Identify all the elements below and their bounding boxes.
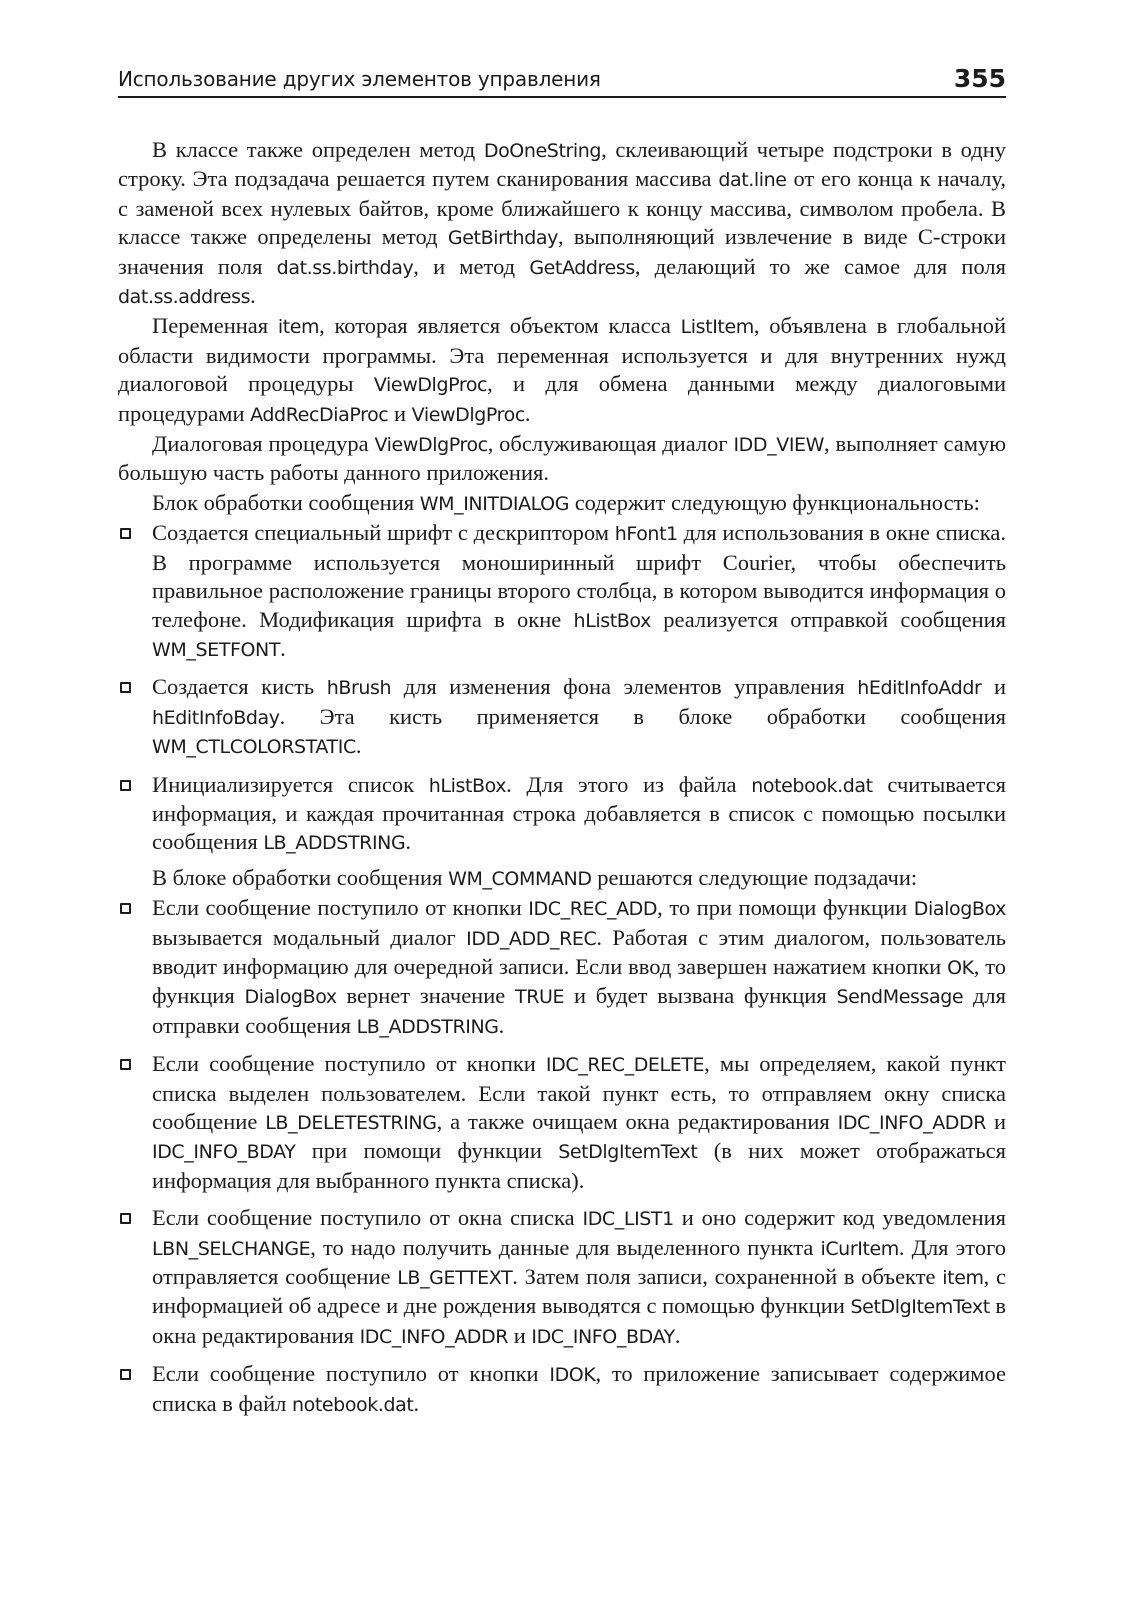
bullet-list bbox=[118, 894, 1006, 1419]
text-run: содержит следующую функциональность: bbox=[569, 489, 980, 515]
code-identifier: LB_DELETESTRING bbox=[265, 1112, 437, 1134]
code-identifier: LBN_SELCHANGE bbox=[152, 1237, 311, 1260]
text-run: . Затем поля записи, сохраненной в объекте bbox=[512, 1264, 943, 1290]
code-identifier: hEditInfoBday bbox=[152, 706, 280, 729]
text-run: Инициализируется список bbox=[152, 771, 429, 797]
text-run: , и для обмена данными между диалоговыми процедурами bbox=[118, 371, 1006, 426]
page-number: 355 bbox=[953, 64, 1006, 93]
code-identifier: GetBirthday bbox=[447, 227, 558, 250]
text-run: Если сообщение поступило от кнопки bbox=[152, 895, 529, 921]
text-run: в окна редактирования bbox=[152, 1293, 1007, 1348]
text-run: , то приложение записывает содержимое списка в файл bbox=[152, 1361, 1006, 1416]
text-run: от его конца к началу, с заменой всех нулевых байтов, кроме ближайшего к концу массива, символом пробела. В классе также определены метод bbox=[118, 166, 1006, 250]
text-run: , с информацией об адресе и дне рождения выводятся с помощью функции bbox=[152, 1264, 1006, 1319]
code-identifier: hListBox bbox=[428, 774, 507, 797]
code-identifier: hBrush bbox=[326, 677, 392, 700]
text-run: . bbox=[250, 283, 256, 309]
checkbox-bullet-icon bbox=[120, 528, 131, 539]
code-identifier: TRUE bbox=[515, 986, 565, 1009]
code-identifier: item bbox=[942, 1267, 984, 1290]
code-identifier: WM_COMMAND bbox=[448, 867, 592, 890]
list-item bbox=[118, 673, 1006, 761]
code-identifier: ListItem bbox=[680, 316, 754, 339]
code-identifier: SetDlgItemText bbox=[558, 1141, 698, 1164]
text-run: , выполняющий извлечение в виде С-строки значения поля bbox=[118, 224, 1006, 279]
code-identifier: AddRecDiaProc bbox=[250, 403, 389, 426]
code-identifier: OK bbox=[947, 956, 974, 979]
text-run: . bbox=[524, 400, 531, 426]
page-body bbox=[118, 136, 1006, 1419]
text-run: . bbox=[355, 733, 362, 759]
text-run: и оно содержит код уведомления bbox=[673, 1205, 1006, 1231]
text-run: , мы определяем, какой пункт списка выделен пользователем. Если такой пункт есть, то отправляем окну списка сообщение bbox=[152, 1051, 1006, 1134]
code-identifier: LB_ADDSTRING bbox=[263, 832, 406, 855]
text-run: . bbox=[498, 1012, 505, 1038]
code-identifier: hEditInfoAddr bbox=[857, 677, 982, 700]
checkbox-bullet-icon bbox=[120, 780, 131, 791]
text-run: . bbox=[674, 1322, 681, 1348]
code-identifier: LB_GETTEXT bbox=[397, 1267, 513, 1290]
text-run: , то функция bbox=[152, 953, 1006, 1009]
paragraph bbox=[118, 430, 1006, 488]
list-item bbox=[118, 1204, 1006, 1351]
text-run: для отправки сообщения bbox=[152, 983, 1006, 1038]
paragraph bbox=[118, 136, 1006, 311]
book-page bbox=[118, 56, 1006, 1428]
text-run: . Для этого отправляется сообщение bbox=[152, 1234, 1006, 1290]
code-identifier: notebook.dat bbox=[751, 774, 873, 797]
text-run: Создается кисть bbox=[152, 674, 327, 700]
code-identifier: hFont1 bbox=[614, 523, 678, 546]
checkbox-bullet-icon bbox=[120, 1059, 131, 1070]
chapter-title: Использование других элементов управления bbox=[118, 67, 601, 91]
code-identifier: ViewDlgProc bbox=[374, 434, 488, 457]
list-item bbox=[118, 894, 1006, 1041]
paragraph bbox=[118, 489, 1006, 518]
text-run: и bbox=[986, 1109, 1006, 1134]
code-identifier: IDD_VIEW bbox=[733, 434, 825, 457]
text-run: Создается специальный шрифт с дескриптором bbox=[152, 520, 615, 546]
code-identifier: IDC_LIST1 bbox=[582, 1208, 674, 1231]
text-run: и bbox=[388, 400, 412, 426]
text-run: , выполняет самую большую часть работы данного приложения. bbox=[118, 431, 1007, 486]
code-identifier: ViewDlgProc bbox=[373, 374, 488, 397]
text-run: Диалоговая процедура bbox=[152, 431, 375, 457]
text-run: , делающий то же самое для поля bbox=[634, 253, 1006, 279]
paragraph bbox=[118, 312, 1006, 429]
code-identifier: WM_INITDIALOG bbox=[419, 492, 570, 515]
text-run: считывается информация, и каждая прочитанная строка добавляется в список с помощью посылки сообщения bbox=[152, 771, 1007, 855]
text-run: для использования в окне списка. В программе используется моноширинный шрифт Courier, чтобы обеспечить правильное расположение границы второго столбца, в котором выводится информация о телефоне. Модификация шрифта в окне bbox=[152, 520, 1006, 632]
code-identifier: IDC_INFO_ADDR bbox=[359, 1325, 509, 1348]
text-run: . bbox=[280, 635, 286, 661]
code-identifier: notebook.dat bbox=[291, 1393, 414, 1416]
code-identifier: dat.ss.birthday bbox=[276, 256, 414, 279]
checkbox-bullet-icon bbox=[120, 903, 131, 914]
paragraph bbox=[118, 864, 1006, 893]
text-run: , а также очищаем окна редактирования bbox=[436, 1109, 838, 1134]
code-identifier: SendMessage bbox=[836, 986, 964, 1009]
checkbox-bullet-icon bbox=[120, 1213, 131, 1224]
code-identifier: item bbox=[277, 316, 320, 339]
code-identifier: LB_ADDSTRING bbox=[356, 1015, 499, 1038]
code-identifier: SetDlgItemText bbox=[850, 1296, 990, 1319]
code-identifier: WM_SETFONT bbox=[152, 638, 281, 661]
text-run: Если сообщение поступило от окна списка bbox=[152, 1205, 583, 1231]
code-identifier: dat.line bbox=[718, 169, 787, 192]
code-identifier: DialogBox bbox=[913, 898, 1006, 921]
code-identifier: ViewDlgProc bbox=[411, 403, 525, 426]
text-run: , склеивающий четыре подстроки в одну строку. Эта подзадача решается путем сканирования массива bbox=[118, 137, 1006, 192]
code-identifier: DialogBox bbox=[244, 986, 337, 1009]
text-run: , то при помощи функции bbox=[657, 895, 914, 921]
text-run: , и метод bbox=[413, 253, 530, 279]
code-identifier: IDC_REC_DELETE bbox=[545, 1054, 705, 1077]
list-item bbox=[118, 1050, 1006, 1195]
text-run: Если сообщение поступило от кнопки bbox=[152, 1361, 550, 1387]
checkbox-bullet-icon bbox=[120, 1369, 131, 1380]
text-run: вернет значение bbox=[336, 983, 516, 1009]
text-run: Если сообщение поступило от кнопки bbox=[152, 1051, 546, 1077]
text-run: реализуется отправкой сообщения bbox=[650, 606, 1007, 632]
code-identifier: IDOK bbox=[549, 1364, 596, 1387]
text-run: решаются следующие подзадачи: bbox=[591, 864, 918, 890]
text-run: , объявлена в глобальной области видимости программы. Эта переменная используется и для внутренних нужд диалоговой процедуры bbox=[118, 313, 1006, 397]
text-run: , обслуживающая диалог bbox=[487, 431, 734, 457]
bullet-list bbox=[118, 519, 1006, 857]
code-identifier: IDC_INFO_BDAY bbox=[152, 1141, 296, 1164]
code-identifier: WM_CTLCOLORSTATIC bbox=[152, 736, 356, 759]
text-run: и bbox=[981, 674, 1006, 700]
text-run: и bbox=[508, 1322, 532, 1348]
text-run: при помощи функции bbox=[295, 1138, 559, 1164]
text-run: . Эта кисть применяется в блоке обработки сообщения bbox=[279, 703, 1006, 729]
text-run: В классе также определен метод bbox=[152, 137, 484, 162]
text-run: Переменная bbox=[152, 313, 278, 339]
code-identifier: dat.ss.address bbox=[118, 286, 251, 309]
code-identifier: IDC_INFO_ADDR bbox=[837, 1112, 987, 1134]
list-item bbox=[118, 771, 1006, 858]
text-run: (в них может отображаться информация для выбранного пункта списка). bbox=[152, 1138, 1006, 1193]
text-run: , то надо получить данные для выделенного пункта bbox=[310, 1234, 821, 1260]
list-item bbox=[118, 1360, 1006, 1419]
text-run: вызывается модальный диалог bbox=[152, 924, 467, 950]
text-run: и будет вызвана функция bbox=[564, 983, 837, 1009]
text-run: Блок обработки сообщения bbox=[152, 489, 420, 515]
code-identifier: IDC_REC_ADD bbox=[528, 898, 658, 921]
text-run: , которая является объектом класса bbox=[319, 313, 681, 339]
code-identifier: IDC_INFO_BDAY bbox=[531, 1325, 675, 1348]
code-identifier: GetAddress bbox=[529, 256, 635, 279]
checkbox-bullet-icon bbox=[120, 682, 131, 693]
code-identifier: hListBox bbox=[573, 609, 651, 632]
code-identifier: iCurItem bbox=[820, 1237, 899, 1260]
text-run: . bbox=[405, 829, 411, 855]
text-run: для изменения фона элементов управления bbox=[391, 674, 858, 700]
code-identifier: DoOneString bbox=[483, 140, 602, 162]
list-item bbox=[118, 519, 1006, 664]
text-run: . bbox=[413, 1390, 420, 1416]
text-run: . Для этого из файла bbox=[506, 771, 752, 797]
text-run: В блоке обработки сообщения bbox=[152, 864, 449, 890]
text-run: . Работая с этим диалогом, пользователь вводит информацию для очередной записи. Если ввод завершен нажатием кнопки bbox=[152, 924, 1006, 979]
running-header bbox=[118, 56, 1006, 98]
code-identifier: IDD_ADD_REC bbox=[466, 927, 597, 950]
